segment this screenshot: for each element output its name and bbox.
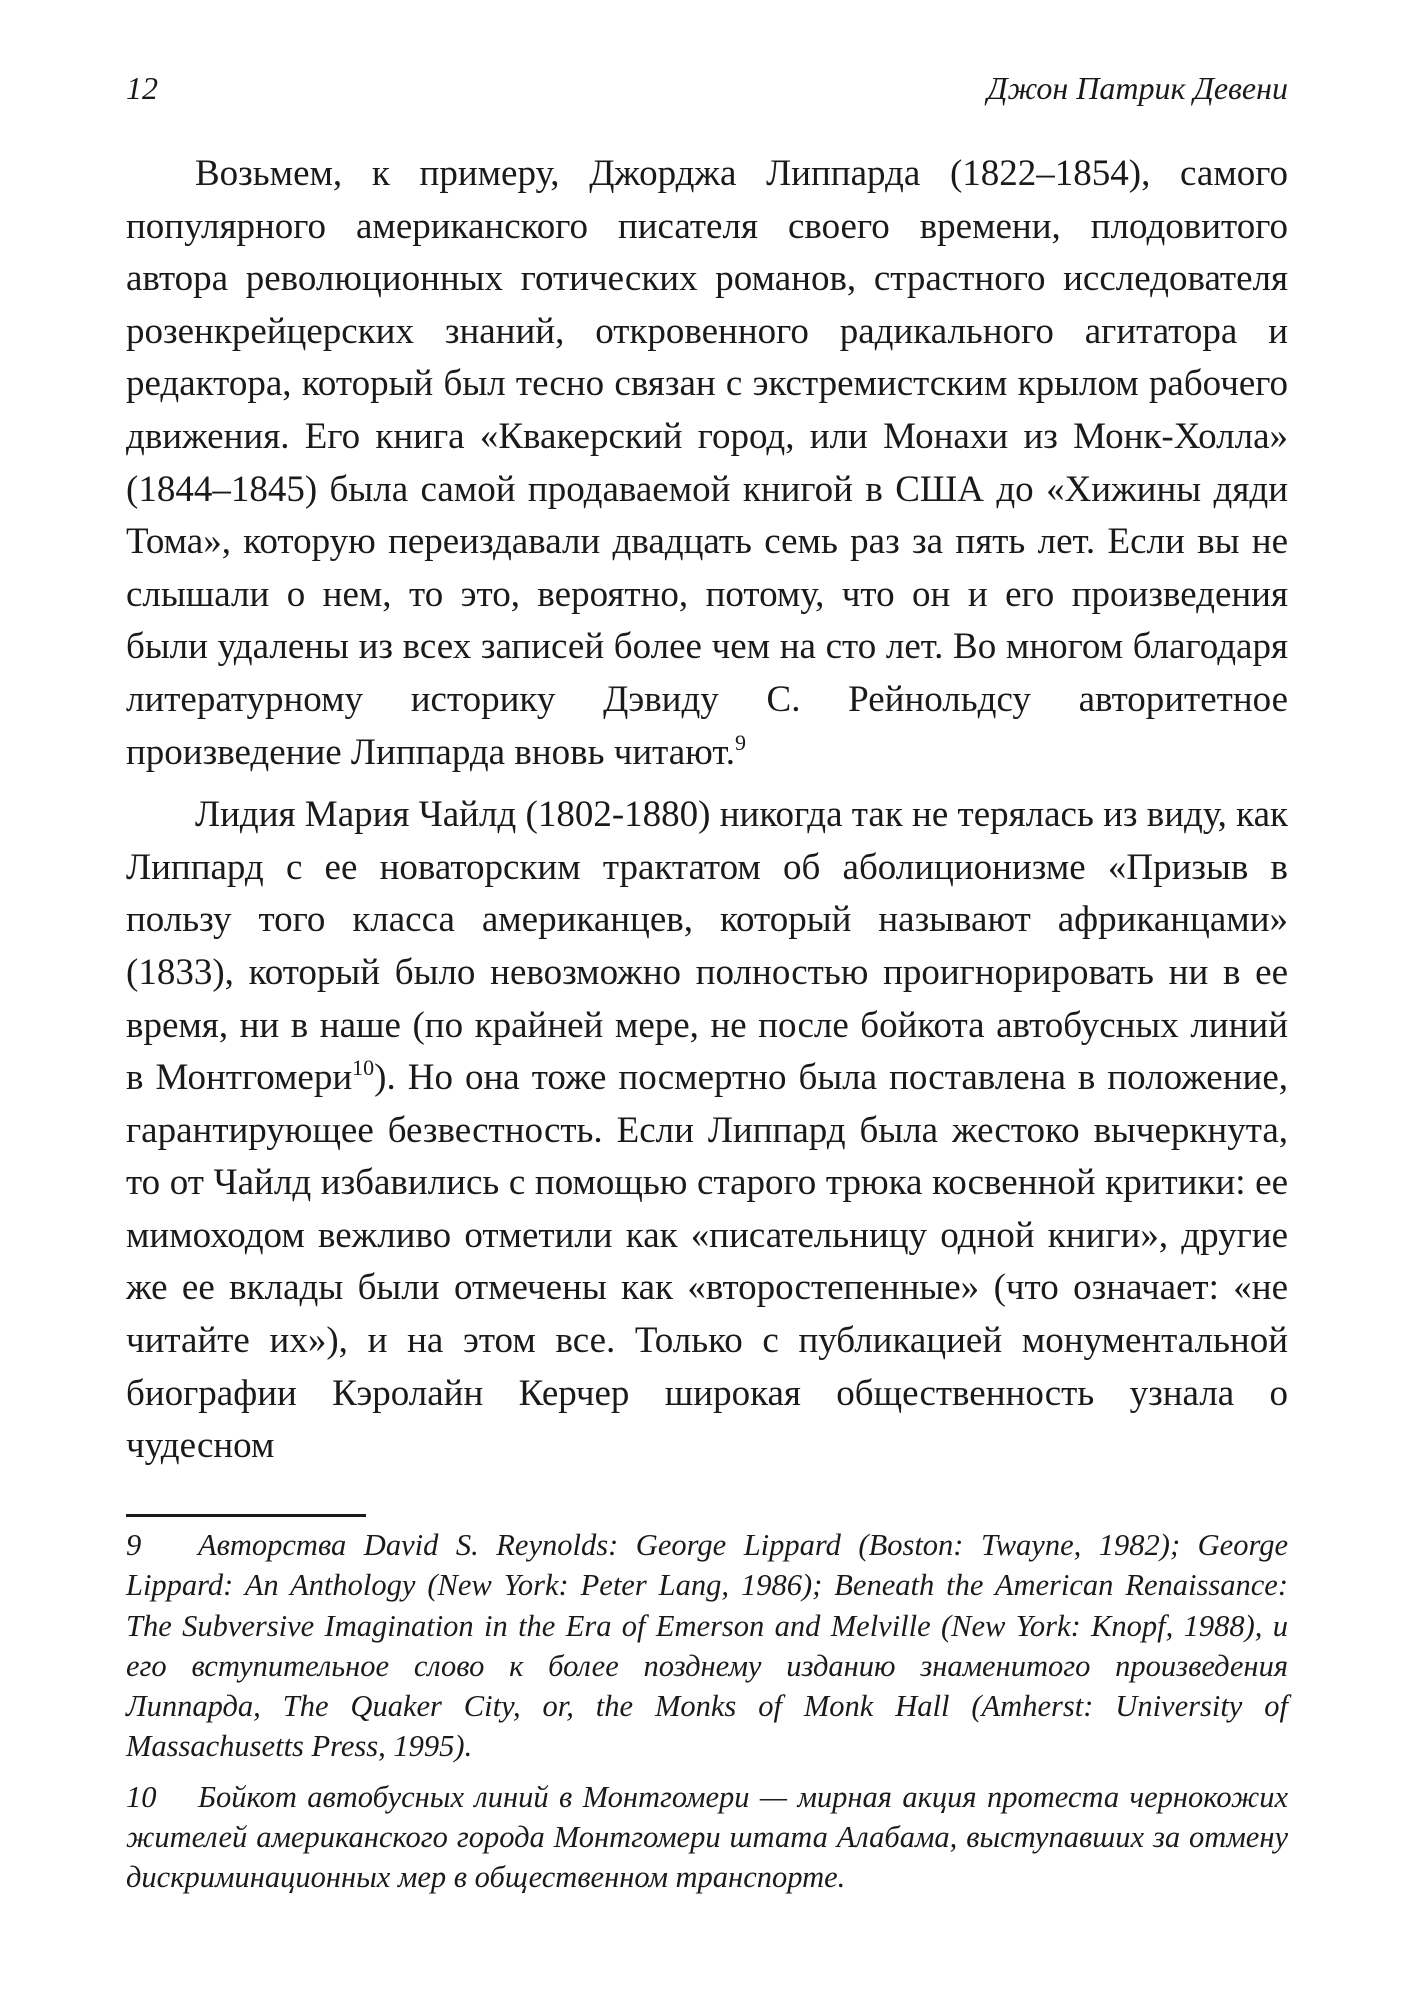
running-title: Джон Патрик Девени: [987, 70, 1288, 106]
footnote-9: [126, 1525, 1288, 1767]
paragraph-child: [126, 789, 1288, 1473]
paragraph-lippard: [126, 148, 1288, 779]
footnote-ref-9: 9: [734, 729, 746, 755]
footnotes: [126, 1525, 1288, 1898]
footnote-10: [126, 1777, 1288, 1898]
footnote-text: Авторства David S. Reynolds: George Lippard (Boston: Twayne, 1982); George Lippard: An Anthology (New York: Peter Lang, 1986); Beneath the American Renaissance: The Subversive Imagination in the Era of Emerson and Melville (New York: Knopf, 1988), и его вступительное слово к более позднему изданию знаменитого произведения Липпарда, The Quaker City, or, the Monks of Monk Hall (Amherst: University of Massachusetts Press, 1995).: [126, 1528, 1288, 1764]
paragraph-text: Лидия Мария Чайлд (1802-1880) никогда так не терялась из виду, как Липпард с ее новаторским трактатом об аболиционизме «Призыв в пользу того класса американцев, который называют африканцами» (1833), который было невозможно полностью проигнорировать ни в ее время, ни в наше (по крайней мере, не после бойкота автобусных линий в Монтгомери: [126, 794, 1288, 1099]
paragraph-text: Возьмем, к примеру, Джорджа Липпарда (1822–1854), самого популярного американского писателя своего времени, плодовитого автора революционных готических романов, страстного исследователя розенкрейцерских знаний, откровенного радикального агитатора и редактора, который был тесно связан с экстремистским крылом рабочего движения. Его книга «Квакерский город, или Монахи из Монк-Холла» (1844–1845) была самой продаваемой книгой в США до «Хижины дяди Тома», которую переиздавали двадцать семь раз за пять лет. Если вы не слышали о нем, то это, вероятно, потому, что он и его произведения были удалены из всех записей более чем на сто лет. Во многом благодаря литературному историку Дэвиду С. Рейнольдсу авторитетное произведение Липпарда вновь читают.: [126, 153, 1288, 773]
paragraph-text-continued: ). Но она тоже посмертно была поставлена в положение, гарантирующее безвестность. Если Липпард была жестоко вычеркнута, то от Чайлд избавились с помощью старого трюка косвенной критики: ее мимоходом вежливо отметили как «писательницу одной книги», другие же ее вклады были отмечены как «второстепенные» (что означает: «не читайте их»), и на этом все. Только с публикацией монументальной биографии Кэролайн Керчер широкая общественность узнала о чудесном: [126, 1057, 1289, 1467]
footnote-number: 9: [126, 1528, 142, 1562]
main-text: [126, 148, 1288, 1473]
page-number: 12: [126, 70, 158, 106]
footnote-text: Бойкот автобусных линий в Монтгомери — мирная акция протеста чернокожих жителей американского города Монтгомери штата Алабама, выступавших за отмену дискриминационных мер в общественном транспорте.: [126, 1779, 1288, 1895]
running-header: [126, 68, 1288, 108]
footnote-ref-10: 10: [352, 1055, 375, 1081]
footnote-divider: [126, 1514, 366, 1517]
footnote-number: 10: [126, 1779, 157, 1814]
